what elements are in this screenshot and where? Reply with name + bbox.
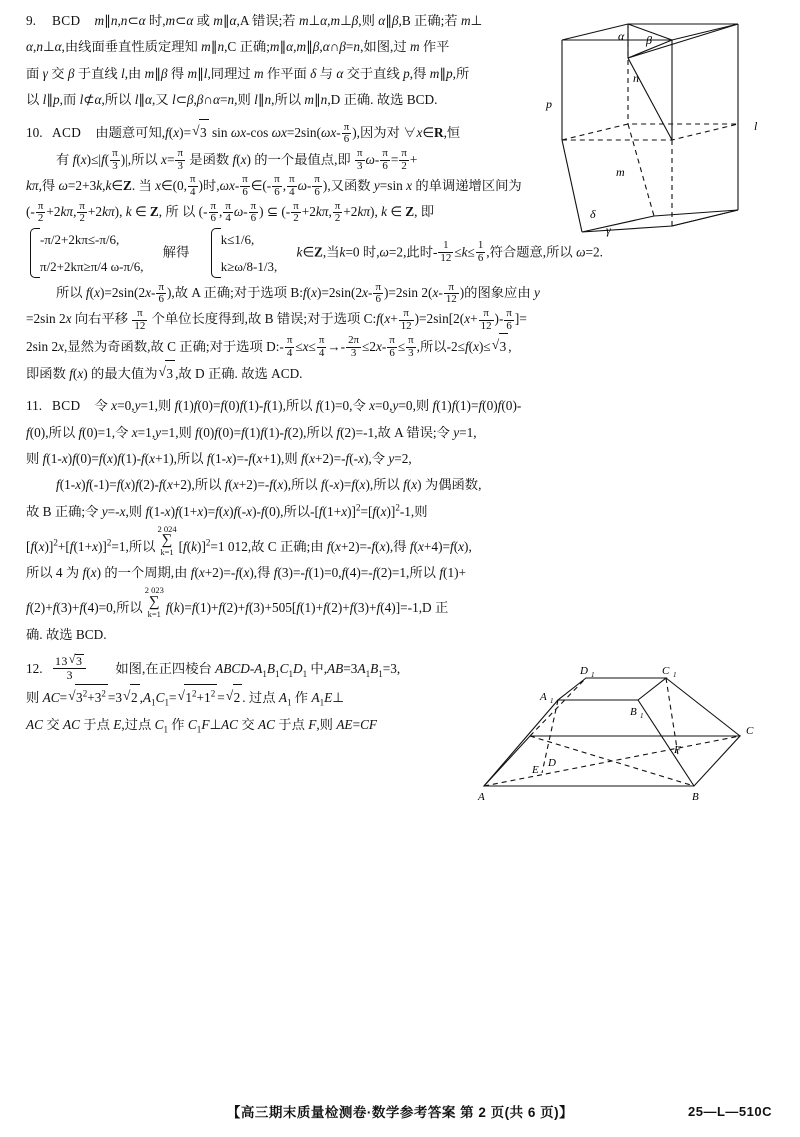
svg-text:1: 1 (550, 696, 554, 705)
svg-text:C: C (662, 664, 670, 677)
question-11-line-5: 故 B 正确;令 y=-x,则 f(1-x)f(1+x)=f(x)f(-x)-f(0),所以$-[f(1+x)]^2=[f(x)]^2-1$,则 (26, 502, 428, 519)
svg-text:l: l (754, 119, 758, 133)
cases-left-row-1: -π/2+2kπ≤-π/6, (40, 231, 120, 247)
svg-text:D: D (548, 756, 556, 769)
question-9-number: 9. (26, 13, 36, 28)
question-11-line-4: f(1-x)f(-1)=f(x)f(2)-f(x+2),所以 f(x+2)=-f(x),所以 f(-x)=f(x),所以 f(x) 为偶函数, (56, 477, 482, 493)
svg-text:α: α (618, 29, 625, 43)
question-10-line-3: kπ,得 ω=2+3k,k∈Z. 当 x∈(0, $\frac{\pi}{4}$ )时,ωx- $\frac{\pi}{6}$ ∈(- $\frac{\pi}{6}$ , $\frac{\pi}{4}$ ω- $\frac{\pi}{6}$ ),又函数 y=sin x 的单调递增区间为 (26, 173, 522, 199)
question-10-line-9: 即函数 f(x) 的最大值为 √ 3 ,故 D 正确. 故选 ACD. (26, 360, 766, 387)
svg-text:δ: δ (590, 207, 596, 221)
question-10-line-1: 10. ACD 由题意可知,f(x)= √ 3 sin ωx-cos ωx=2sin(ωx- $\frac{\pi}{6}$ ),因为对 ∀x∈R,恒 (26, 119, 766, 146)
question-9-line-3: 面 γ 交 β 于直线 l,由 m∥β 得 m∥l,同理过 m 作平面 δ 与 α 交于直线 p,得 m∥p,所 (26, 65, 470, 81)
cases-right-row-2: k≥ω/8-1/3, (220, 258, 278, 274)
cases-right-row-1: k≤1/6, (220, 231, 255, 247)
question-11-line-6: $[f(x)]^2+[f(1+x)]^2=1$,所以 2 024 ∑ k=1 $[f(k)]^2=1$ 012,故 C 正确;由 f(x+2)=-f(x),得 f(x+4)=f(x), (26, 523, 472, 558)
svg-text:n: n (633, 71, 639, 85)
question-12-line-2: 则 AC= √ $3^2+3^2 =3$ √ 2 $,A_1C_1=$ √ $1^2+1^2$ = √ 2 . 过点 $A_1$ 作 $A_1E\perp$ (26, 684, 466, 713)
question-11-line-2: f(0),所以 f(0)=1,令 x=1,y=1,则 f(0)f(0)=f(1)f(1)-f(2),所以 f(2)=-1,故 A 错误;令 y=1, (26, 424, 477, 440)
question-11-line-8: f(2)+f(3)+f(4)=0,所以 2 023 ∑ k=1 f(k)=f(1)+f(2)+f(3)+505[f(1)+f(2)+f(3)+f(4)]=-1,D 正 (26, 585, 449, 619)
question-10-line-4: (- $\frac{\pi}{2}$ +2kπ, $\frac{\pi}{2}$ +2kπ), k ∈ Z, 所 以 (- $\frac{\pi}{6}$ , $\frac{\pi}{4}$ ω- $\frac{\pi}{6}$ ) ⊆ (- $\frac{\pi}{2}$ +2kπ, $\frac{\pi}{2}$ +2kπ), k ∈ Z, 即 (26, 199, 435, 225)
page-footer (0, 1093, 800, 1123)
cases-left-row-2: π/2+2kπ≥π/4 ω-π/6, (40, 258, 144, 274)
svg-text:γ: γ (606, 223, 611, 237)
svg-text:A: A (540, 690, 547, 703)
question-10-number: 10. (26, 125, 43, 141)
question-11-answer: BCD (52, 398, 81, 414)
cases-left (28, 226, 143, 281)
question-11-line-3: 则 f(1-x)f(0)=f(x)f(1)-f(x+1),所以 f(1-x)=-f(x+1),则 f(x+2)=-f(-x),令 y=2, (26, 450, 412, 466)
question-11-line-1: 11. BCD 令 x=0,y=1,则 f(1)f(0)=f(0)f(1)-f(1),所以 f(1)=0,令 x=0,y=0,则 f(1)f(1)=f(0)f(0)- (26, 393, 766, 419)
question-11-line-7: 所以 4 为 f(x) 的一个周期,由 f(x+2)=-f(x),得 f(3)=-f(1)=0,f(4)=-f(2)=1,所以 f(1)+ (26, 565, 467, 581)
svg-text:C: C (746, 724, 754, 737)
cases-right (209, 226, 278, 281)
svg-text:1: 1 (591, 670, 595, 679)
question-9-line-1: 9. BCD m∥n,n⊂α 时,m⊂α 或 m∥α,A 错误;若 m⊥α,m⊥β,则 α∥β,B 正确;若 m⊥ (26, 8, 530, 34)
svg-text:1: 1 (673, 670, 677, 679)
summation-2024: 2 024 ∑ k=1 (157, 523, 177, 558)
svg-text:B: B (692, 790, 699, 800)
question-11-block (26, 393, 766, 648)
question-10-block (26, 119, 766, 387)
question-10-line-6: 所以 f(x)=2sin(2x- $\frac{\pi}{6}$ ),故 A 正确;对于选项 B:f(x)=2sin(2x- $\frac{\pi}{6}$ )=2sin 2(x- $\frac{\pi}{12}$ )的图象应由 y (56, 280, 540, 306)
svg-text:1: 1 (640, 711, 644, 720)
svg-text:m: m (616, 165, 625, 179)
question-12-number: 12. (26, 661, 43, 677)
question-10-answer: ACD (52, 125, 82, 141)
svg-text:p: p (546, 97, 552, 111)
svg-text:A: A (478, 790, 485, 800)
svg-text:B: B (630, 705, 637, 718)
question-10-line-7: =2sin 2x 向右平移 $\frac{\pi}{12}$ 个单位长度得到,故 B 错误;对于选项 C:f(x+ $\frac{\pi}{12}$ )=2sin[2(x+ $\frac{\pi}{12}$ )- $\frac{\pi}{6}$ ]= (26, 306, 527, 332)
question-9-line-2: α,n⊥α,由线面垂直性质定理知 m∥n,C 正确;m∥α,m∥β,α∩β=n,如图,过 m 作平 (26, 39, 450, 55)
svg-text:β: β (646, 33, 652, 47)
question-12-answer: $\frac{13 √ 3}{3}$ (52, 661, 87, 676)
svg-text:F: F (674, 743, 681, 756)
question-9-line-4: 以 l∥p,而 l⊄α,所以 l∥α,又 l⊂β,β∩α=n,则 l∥n,所以 m∥n,D 正确. 故选 BCD. (26, 91, 438, 107)
question-9-answer: BCD (52, 13, 81, 28)
footer-title: 【高三期末质量检测卷·数学参考答案 第 2 页(共 6 页)】 (226, 1105, 574, 1120)
summation-2023: 2 023 ∑ k=1 (144, 585, 164, 619)
question-12-line-1: 12. $\frac{13 √ 3}{3}$ 如图,在正四棱台 ABCD-$A_1B_1C_1D_1$ 中$,AB=3A_1B_1=3$, (26, 654, 466, 684)
question-12-line-3: AC 交 AC 于点 E,过点 $C_1$ 作 $C_1F\perp AC$ 交 AC 于点 F,则 AE=CF (26, 717, 378, 735)
svg-text:D: D (580, 664, 588, 677)
svg-text:E: E (532, 763, 539, 776)
solve-label: 解得 (162, 243, 190, 259)
question-11-line-9: 确. 故选 BCD. (26, 626, 107, 642)
question-10-line-2: 有 f(x)≤|f( $\frac{\pi}{3}$ )|,所以 x= $\frac{\pi}{3}$ 是函数 f(x) 的一个最值点,即 $\frac{\pi}{3}$ ω- $\frac{\pi}{6}$ = $\frac{\pi}{2}$ + (56, 147, 418, 172)
question-10-cases-line: -π/2+2kπ≤-π/6, π/2+2kπ≥π/4 ω-π/6, 解得 k≤1/6, k≥ω/8-1/3, k∈Z,当k=0 时,ω=2,此时- $\frac{1}{12}$ ≤k≤ $\frac{1}{6}$ ,符合题意,所以 ω=2. (26, 226, 766, 281)
footer-code: 25—L—510C (688, 1104, 772, 1119)
question-10-line-8: 2sin 2x,显然为奇函数,故 C 正确;对于选项 D:- $\frac{\pi}{4}$ ≤x≤ $\frac{\pi}{4}$ →- $\frac{2\pi}{3}$ ≤2x- $\frac{\pi}{6}$ ≤ $\frac{\pi}{3}$ ,所以-2≤f(x)≤ √ 3 , (26, 333, 766, 360)
question-11-number: 11. (26, 398, 43, 414)
figure-square-frustum (470, 660, 770, 800)
question-12-block (26, 654, 766, 804)
